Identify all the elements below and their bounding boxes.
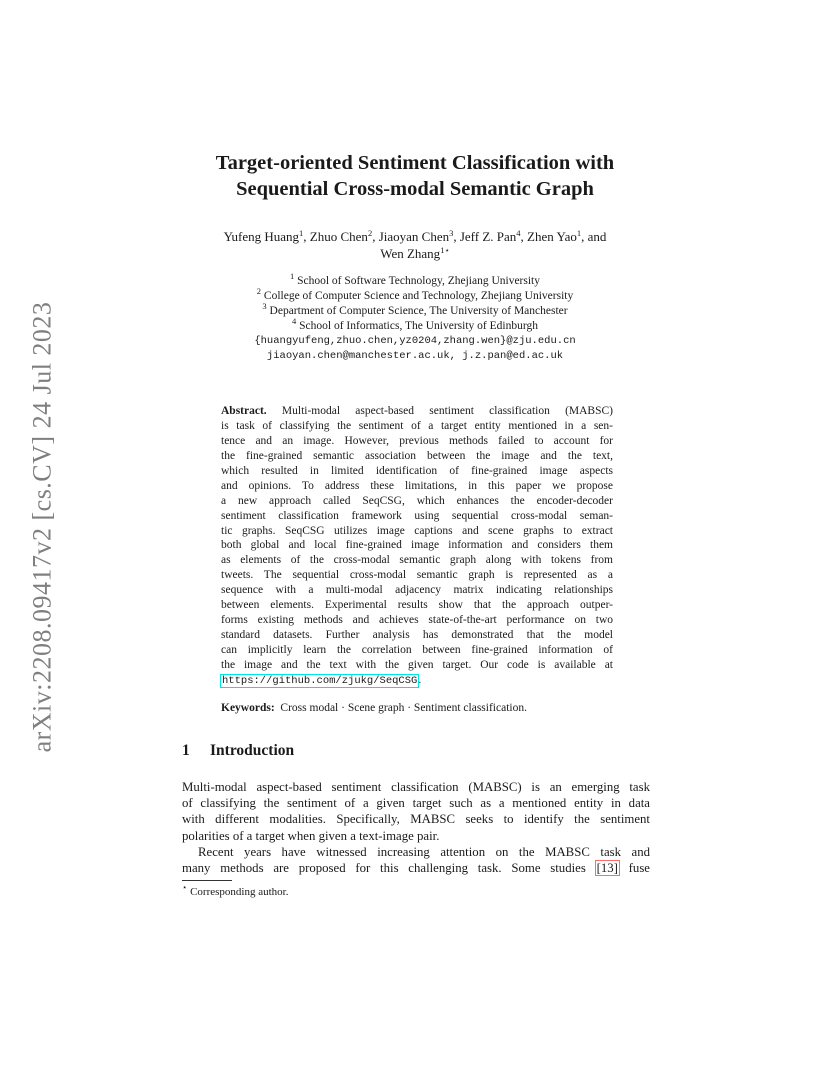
affiliation-line (170, 301, 660, 319)
abstract-line: sequence with a multi-modal adjacency matrix indicating relationships (221, 584, 613, 597)
body-line: of classifying the sentiment of a given target such as a mentioned entity in data (182, 796, 650, 811)
abstract-line: the fine-grained semantic association between the image and the text, (221, 449, 613, 462)
keywords (221, 701, 613, 716)
section-number: 1 (182, 742, 190, 759)
affiliation-text: Department of Computer Science, The University of Manchester (269, 305, 568, 317)
abstract-line: sentiment classification framework using sequential cross-modal seman- (221, 509, 613, 522)
abstract (221, 404, 613, 688)
abstract-line: standard datasets. Further analysis has demonstrated that the model (221, 629, 613, 642)
author-mark: 2 (367, 228, 373, 238)
abstract-line: the image and the text with the given target. Our code is available at (221, 658, 613, 671)
author-line-2 (170, 245, 660, 262)
author-name: Zhuo Chen (309, 229, 368, 244)
abstract-line (221, 404, 613, 419)
affiliation-line (170, 286, 660, 304)
arxiv-identifier-stamp (20, 296, 64, 758)
affiliation-line (170, 316, 660, 334)
author-list (170, 228, 660, 262)
abstract-line: between elements. Experimental results show that the approach outper- (221, 599, 613, 612)
abstract-text: Multi-modal aspect-based sentiment classification (MABSC) (281, 405, 614, 417)
body-line: polarities of a target when given a text-image pair. (182, 828, 440, 843)
introduction-body (182, 779, 650, 876)
abstract-line: can implicitly learn the correlation between fine-grained information of (221, 644, 613, 656)
body-text-segment: fuse (618, 860, 650, 875)
affiliation-text: School of Informatics, The University of Edinburgh (299, 320, 538, 332)
author-separator: , (372, 229, 379, 244)
author-separator: , and (581, 229, 607, 244)
abstract-line: is task of classifying the sentiment of a target entity mentioned in a sen- (221, 419, 613, 432)
abstract-line: tic graphs. SeqCSG utilizes image captions and scene graphs to extract (221, 524, 613, 537)
keywords-text: Cross modal · Scene graph · Sentiment classification. (280, 702, 527, 714)
email-line-2[interactable]: jiaoyan.chen@manchester.ac.uk, j.z.pan@ed.ac.uk (266, 350, 564, 362)
affiliation-line (170, 271, 660, 289)
title-line-2: Sequential Cross-modal Semantic Graph (236, 178, 594, 200)
author-separator: , (303, 229, 310, 244)
abstract-label: Abstract. (221, 405, 267, 417)
author-name: Zhen Yao (527, 229, 577, 244)
abstract-line: as elements of the cross-modal semantic graph along with tokens from (221, 554, 613, 567)
title-line-1: Target-oriented Sentiment Classification with (215, 152, 615, 174)
abstract-line: tence and an image. However, previous methods failed to account for (221, 434, 613, 447)
citation-link[interactable]: [13] (596, 860, 618, 875)
abstract-line: and opinions. To address these limitations, in this paper we propose (221, 479, 613, 492)
affiliation-mark: 4 (292, 316, 297, 326)
body-line: Recent years have witnessed increasing attention on the MABSC task and (198, 844, 650, 859)
author-name: Jeff Z. Pan (459, 229, 517, 244)
author-name: Jiaoyan Chen (378, 229, 450, 244)
affiliations (170, 271, 660, 364)
abstract-line: both global and local fine-grained image information and considers them (221, 539, 613, 552)
author-separator: , (453, 229, 460, 244)
section-title: Introduction (210, 742, 295, 759)
abstract-line: which resulted in limited identification of fine-grained image aspects (221, 464, 613, 477)
affiliation-mark: 1 (289, 271, 295, 281)
code-repository-link[interactable]: https://github.com/zjukg/SeqCSG (222, 674, 418, 687)
arxiv-identifier-text: arXiv:2208.09417v2 [cs.CV] 24 Jul 2023 (27, 301, 57, 753)
footnote (182, 882, 289, 899)
author-mark: 1 (299, 228, 304, 238)
author-mark: 3 (449, 228, 454, 238)
author-separator: , (520, 229, 528, 244)
author-name: Yufeng Huang (223, 229, 300, 244)
footnote-text: Corresponding author. (190, 886, 289, 898)
affiliation-text: School of Software Technology, Zhejiang University (297, 275, 540, 287)
footnote-mark: ⋆ (182, 882, 188, 892)
author-name: Wen Zhang (380, 246, 441, 261)
abstract-line: forms existing methods and achieves state-of-the-art performance on two (221, 614, 613, 627)
paper-title (150, 150, 680, 202)
author-mark: 1 (576, 228, 582, 238)
body-line: Multi-modal aspect-based sentiment classification (MABSC) is an emerging task (182, 780, 650, 794)
keywords-label: Keywords: (221, 702, 275, 714)
footnote-divider (182, 880, 232, 881)
body-line: with different modalities. Specifically, MABSC seeks to identify the sentiment (182, 812, 650, 827)
author-line-1 (170, 228, 660, 245)
body-line (182, 860, 650, 876)
author-mark: 1⋆ (440, 245, 450, 255)
affiliation-text: College of Computer Science and Technology, Zhejiang University (263, 290, 574, 302)
abstract-line (221, 673, 613, 688)
abstract-line: tweets. The sequential cross-modal semantic graph is represented as a (221, 569, 613, 582)
abstract-line: a new approach called SeqCSG, which enhances the encoder-decoder (221, 494, 613, 507)
body-text-segment: many methods are proposed for this challenging task. Some studies (182, 860, 596, 875)
section-heading-introduction (182, 742, 294, 760)
affiliation-mark: 3 (262, 301, 267, 311)
affiliation-mark: 2 (256, 286, 262, 296)
email-line-1[interactable]: {huangyufeng,zhuo.chen,yz0204,zhang.wen}@zju.edu.cn (254, 335, 576, 347)
abstract-period: . (418, 673, 422, 686)
author-mark: 4 (516, 228, 521, 238)
